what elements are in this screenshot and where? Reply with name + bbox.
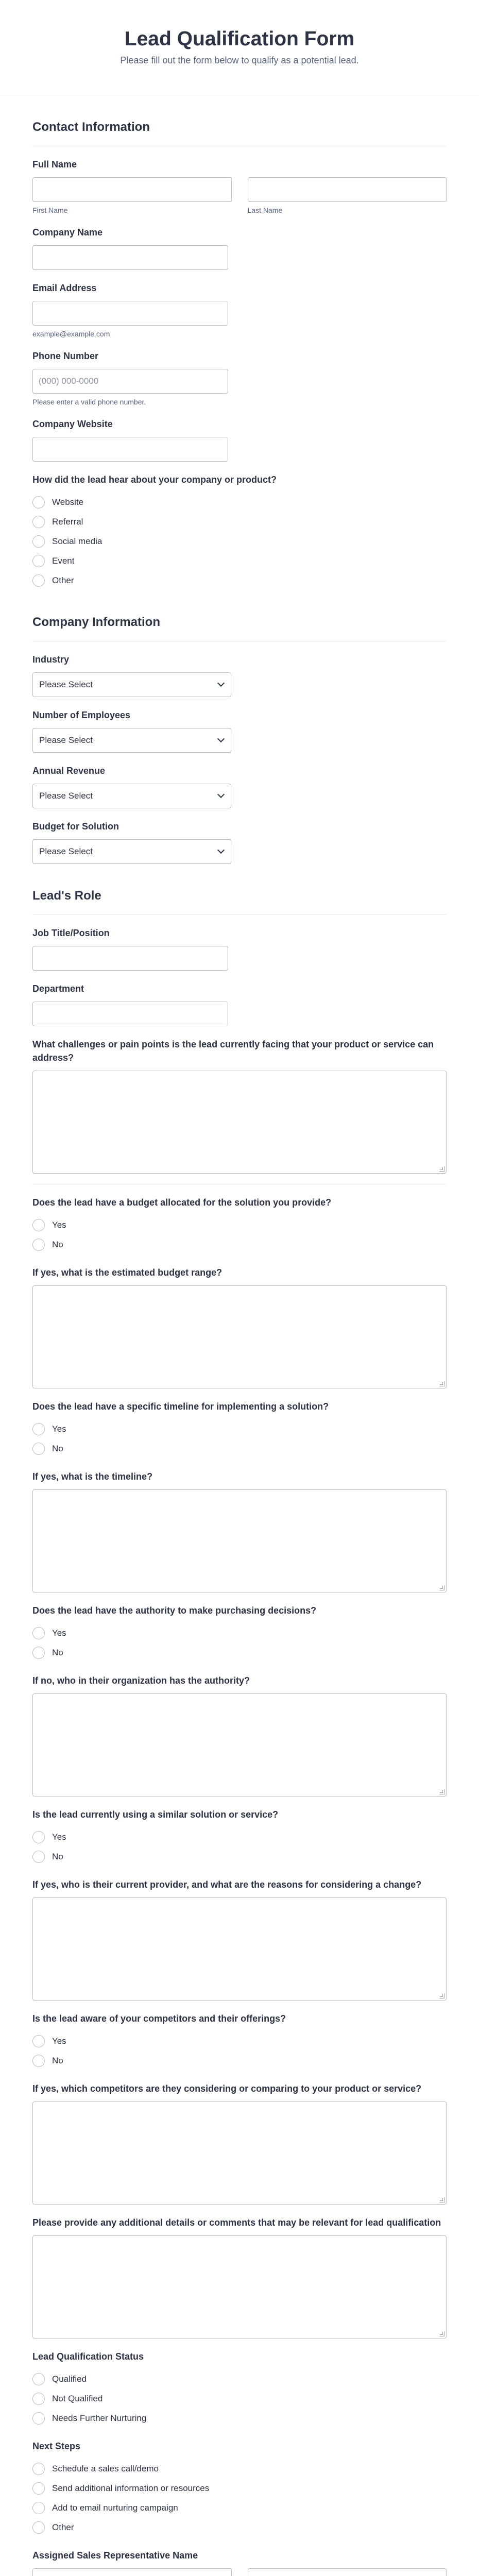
provider-label: If yes, who is their current provider, and what are the reasons for considering a change? bbox=[32, 1879, 422, 1890]
radio-circle[interactable] bbox=[32, 555, 45, 567]
challenges-textarea[interactable] bbox=[32, 1071, 447, 1174]
timeline-label: If yes, what is the timeline? bbox=[32, 1471, 153, 1482]
budget-alloc-no[interactable]: No bbox=[32, 1235, 243, 1255]
budget-range-label: If yes, what is the estimated budget range? bbox=[32, 1267, 223, 1278]
budget-select[interactable]: Please Select bbox=[32, 839, 231, 864]
next-steps-options bbox=[32, 2459, 447, 2537]
resize-handle-icon[interactable] bbox=[439, 1993, 444, 1998]
additional-textarea[interactable] bbox=[32, 2235, 447, 2338]
hear-label: How did the lead hear about your company or product? bbox=[32, 474, 277, 485]
resize-handle-icon[interactable] bbox=[439, 1381, 444, 1386]
budget-alloc-yes[interactable]: Yes bbox=[32, 1215, 243, 1235]
status-nurturing[interactable]: Needs Further Nurturing bbox=[32, 2409, 447, 2428]
radio-circle[interactable] bbox=[32, 1219, 45, 1231]
revenue-label: Annual Revenue bbox=[32, 766, 106, 776]
job-title-input[interactable] bbox=[32, 946, 228, 971]
radio-circle[interactable] bbox=[32, 2373, 45, 2385]
challenges-label: What challenges or pain points is the lead currently facing that your product or service can address? bbox=[32, 1039, 434, 1063]
rep-name-label: Assigned Sales Representative Name bbox=[32, 2550, 198, 2561]
competitors-q-no[interactable]: No bbox=[32, 2051, 243, 2071]
radio-circle[interactable] bbox=[32, 1831, 45, 1843]
website-label: Company Website bbox=[32, 419, 113, 429]
timeline-textarea[interactable] bbox=[32, 1489, 447, 1592]
next-steps-label: Next Steps bbox=[32, 2441, 81, 2451]
competitors-q-options bbox=[32, 2031, 447, 2071]
employees-select[interactable]: Please Select bbox=[32, 728, 231, 753]
phone-label: Phone Number bbox=[32, 351, 99, 361]
chevron-down-icon bbox=[217, 791, 225, 798]
form-body bbox=[0, 119, 479, 2576]
section-role-title: Lead's Role bbox=[32, 888, 447, 915]
budget-alloc-label: Does the lead have a budget allocated for the solution you provide? bbox=[32, 1197, 332, 1208]
radio-circle[interactable] bbox=[32, 535, 45, 548]
radio-circle[interactable] bbox=[32, 2502, 45, 2514]
timeline-q-options bbox=[32, 1419, 447, 1459]
timeline-q-label: Does the lead have a specific timeline for implementing a solution? bbox=[32, 1401, 329, 1412]
radio-circle[interactable] bbox=[32, 2055, 45, 2067]
additional-label: Please provide any additional details or comments that may be relevant for lead qualification bbox=[32, 2217, 441, 2228]
hear-option-website[interactable]: Website bbox=[32, 493, 243, 512]
industry-select[interactable]: Please Select bbox=[32, 672, 231, 697]
first-name-input[interactable] bbox=[32, 177, 232, 202]
industry-label: Industry bbox=[32, 654, 70, 665]
radio-circle[interactable] bbox=[32, 2035, 45, 2047]
radio-circle[interactable] bbox=[32, 2393, 45, 2405]
company-name-input[interactable] bbox=[32, 245, 228, 270]
radio-circle[interactable] bbox=[32, 1851, 45, 1863]
next-step-send-info[interactable]: Send additional information or resources bbox=[32, 2479, 447, 2498]
email-input[interactable] bbox=[32, 301, 228, 326]
resize-handle-icon[interactable] bbox=[439, 1166, 444, 1172]
status-qualified[interactable]: Qualified bbox=[32, 2369, 447, 2389]
similar-q-no[interactable]: No bbox=[32, 1847, 243, 1867]
hear-option-event[interactable]: Event bbox=[32, 551, 243, 571]
hear-option-social[interactable]: Social media bbox=[32, 532, 243, 551]
section-company-title: Company Information bbox=[32, 614, 447, 641]
full-name-label: Full Name bbox=[32, 159, 77, 170]
resize-handle-icon[interactable] bbox=[439, 2331, 444, 2336]
form-header bbox=[0, 0, 479, 95]
company-name-label: Company Name bbox=[32, 227, 103, 238]
authority-q-label: Does the lead have the authority to make purchasing decisions? bbox=[32, 1605, 317, 1616]
radio-circle[interactable] bbox=[32, 2482, 45, 2495]
authority-q-options bbox=[32, 1623, 447, 1663]
competitors-q-yes[interactable]: Yes bbox=[32, 2031, 243, 2051]
radio-circle[interactable] bbox=[32, 2521, 45, 2534]
next-step-email-campaign[interactable]: Add to email nurturing campaign bbox=[32, 2498, 447, 2518]
radio-circle[interactable] bbox=[32, 1647, 45, 1659]
authority-q-yes[interactable]: Yes bbox=[32, 1623, 243, 1643]
next-step-other[interactable]: Other bbox=[32, 2518, 447, 2537]
competitors-q-label: Is the lead aware of your competitors and their offerings? bbox=[32, 2013, 286, 2024]
radio-circle[interactable] bbox=[32, 516, 45, 528]
department-input[interactable] bbox=[32, 1002, 228, 1026]
authority-q-no[interactable]: No bbox=[32, 1643, 243, 1663]
chevron-down-icon bbox=[217, 735, 225, 742]
email-label: Email Address bbox=[32, 283, 97, 293]
budget-range-textarea[interactable] bbox=[32, 1285, 447, 1388]
first-name-sublabel: First Name bbox=[32, 206, 68, 214]
radio-circle[interactable] bbox=[32, 574, 45, 587]
competitors-textarea[interactable] bbox=[32, 2102, 447, 2205]
next-step-schedule[interactable]: Schedule a sales call/demo bbox=[32, 2459, 447, 2479]
similar-q-yes[interactable]: Yes bbox=[32, 1827, 243, 1847]
timeline-q-yes[interactable]: Yes bbox=[32, 1419, 243, 1439]
status-options bbox=[32, 2369, 447, 2428]
hear-option-other[interactable]: Other bbox=[32, 571, 243, 590]
job-title-label: Job Title/Position bbox=[32, 928, 110, 938]
authority-label: If no, who in their organization has the authority? bbox=[32, 1675, 250, 1686]
radio-circle[interactable] bbox=[32, 2463, 45, 2475]
website-input[interactable] bbox=[32, 437, 228, 462]
last-name-input[interactable] bbox=[248, 177, 447, 202]
status-not-qualified[interactable]: Not Qualified bbox=[32, 2389, 447, 2409]
radio-circle[interactable] bbox=[32, 1423, 45, 1435]
resize-handle-icon[interactable] bbox=[439, 1789, 444, 1794]
similar-q-label: Is the lead currently using a similar solution or service? bbox=[32, 1809, 279, 1820]
rep-first-name-input[interactable] bbox=[32, 2568, 232, 2576]
budget-alloc-options bbox=[32, 1215, 447, 1255]
form-subtitle: Please fill out the form below to qualify as a potential lead. bbox=[120, 55, 359, 65]
rep-last-name-input[interactable] bbox=[248, 2568, 447, 2576]
chevron-down-icon bbox=[217, 846, 225, 854]
radio-circle[interactable] bbox=[32, 1627, 45, 1639]
similar-q-options bbox=[32, 1827, 447, 1867]
department-label: Department bbox=[32, 984, 84, 994]
radio-circle[interactable] bbox=[32, 1443, 45, 1455]
authority-textarea[interactable] bbox=[32, 1693, 447, 1797]
resize-handle-icon[interactable] bbox=[439, 1585, 444, 1590]
form-title: Lead Qualification Form bbox=[124, 28, 355, 50]
section-contact-title: Contact Information bbox=[32, 119, 447, 146]
budget-label: Budget for Solution bbox=[32, 821, 119, 832]
hear-options bbox=[32, 493, 447, 590]
status-label: Lead Qualification Status bbox=[32, 2351, 144, 2362]
competitors-label: If yes, which competitors are they considering or comparing to your product or service? bbox=[32, 2083, 422, 2094]
phone-input[interactable]: (000) 000-0000 bbox=[32, 369, 228, 394]
hear-option-referral[interactable]: Referral bbox=[32, 512, 243, 532]
radio-circle[interactable] bbox=[32, 2412, 45, 2425]
timeline-q-no[interactable]: No bbox=[32, 1439, 243, 1459]
provider-textarea[interactable] bbox=[32, 1897, 447, 2001]
last-name-sublabel: Last Name bbox=[247, 206, 283, 214]
email-sublabel: example@example.com bbox=[32, 330, 110, 338]
revenue-select[interactable]: Please Select bbox=[32, 784, 231, 808]
radio-circle[interactable] bbox=[32, 1239, 45, 1251]
resize-handle-icon[interactable] bbox=[439, 2197, 444, 2202]
employees-label: Number of Employees bbox=[32, 710, 131, 720]
radio-circle[interactable] bbox=[32, 496, 45, 509]
phone-sublabel: Please enter a valid phone number. bbox=[32, 398, 146, 406]
chevron-down-icon bbox=[217, 680, 225, 687]
